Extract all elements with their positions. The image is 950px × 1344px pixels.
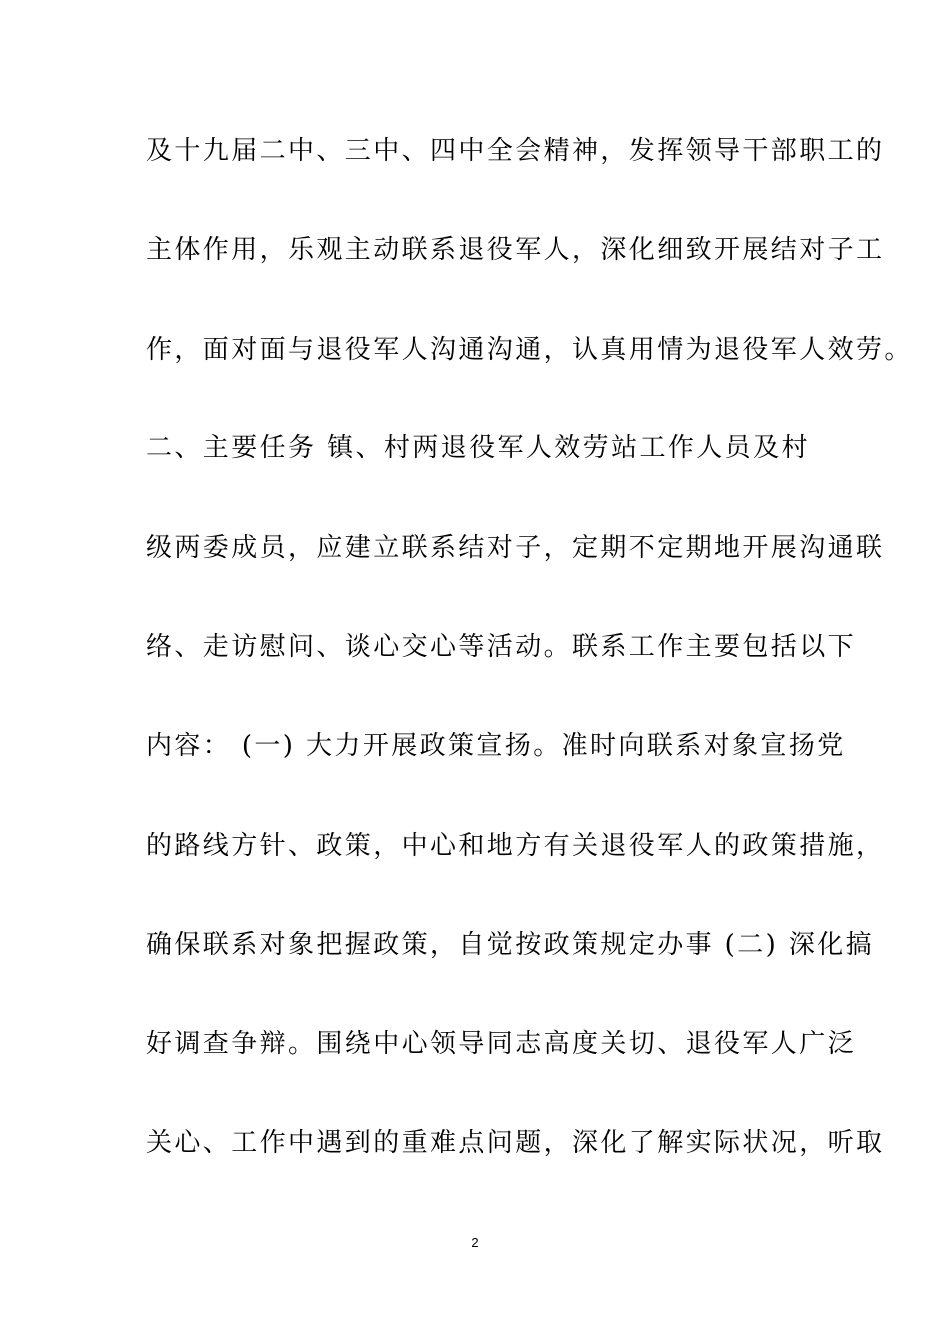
page-number: 2 [471,1235,479,1250]
text-line-11: 关心、工作中遇到的重难点问题，深化了解实际状况，听取 [146,1128,885,1158]
text-line-4: 二、主要任务 镇、村两退役军人效劳站工作人员及村 [146,433,810,463]
text-line-2: 主体作用，乐观主动联系退役军人，深化细致开展结对子工 [146,235,885,265]
text-line-9: 确保联系对象把握政策，自觉按政策规定办事 (二) 深化搞 [146,930,875,960]
text-line-1: 及十九届二中、三中、四中全会精神，发挥领导干部职工的 [146,136,885,166]
text-line-10: 好调查争辩。围绕中心领导同志高度关切、退役军人广泛 [146,1029,857,1059]
text-line-6: 络、走访慰问、谈心交心等活动。联系工作主要包括以下 [146,632,857,662]
text-line-8: 的路线方针、政策，中心和地方有关退役军人的政策措施， [146,831,885,861]
text-line-3: 作，面对面与退役军人沟通沟通，认真用情为退役军人效劳。 [146,335,913,365]
text-line-5: 级两委成员，应建立联系结对子，定期不定期地开展沟通联 [146,533,885,563]
text-line-7: 内容： (一) 大力开展政策宣扬。准时向联系对象宣扬党 [146,731,846,761]
